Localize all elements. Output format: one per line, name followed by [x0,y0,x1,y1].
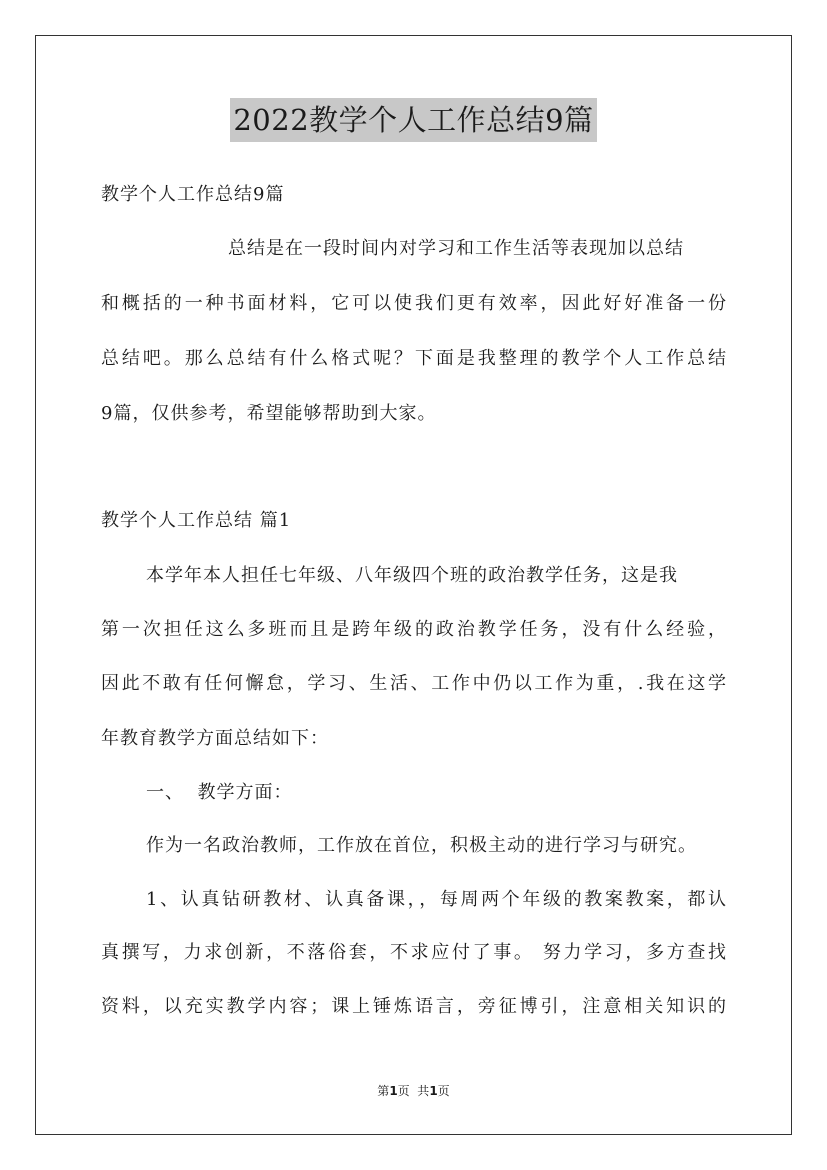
intro-line-4: 9篇，仅供参考，希望能够帮助到大家。 [101,403,437,424]
document-title: 2022教学个人工作总结9篇 [230,98,596,142]
footer-total-suffix: 页 [437,1084,450,1098]
footer-page-suffix: 页 共 [397,1084,430,1098]
intro-line-1: 总结是在一段时间内对学习和工作生活等表现加以总结 [228,238,684,259]
intro-line-3: 总结吧。那么总结有什么格式呢？下面是我整理的教学个人工作总结 [101,348,727,369]
subtitle: 教学个人工作总结9篇 [101,184,285,205]
title-container [0,98,827,142]
footer-page-prefix: 第 [377,1084,390,1098]
body-line-1: 作为一名政治教师，工作放在首位，积极主动的进行学习与研究。 [146,835,697,856]
page-footer [0,1083,827,1099]
section-line-3: 因此不敢有任何懈怠，学习、生活、工作中仍以工作为重，.我在这学 [101,673,727,694]
section-heading: 教学个人工作总结 篇1 [101,510,292,531]
body-line-2: 1、认真钻研教材、认真备课，，每周两个年级的教案教案，都认 [146,889,727,910]
footer-page-number: 1 [389,1084,398,1098]
footer-total-pages: 1 [429,1084,438,1098]
body-line-3: 真撰写，力求创新，不落俗套，不求应付了事。 努力学习，多方查找 [101,942,727,963]
body-line-4: 资料，以充实教学内容；课上锤炼语言，旁征博引，注意相关知识的 [101,996,727,1017]
intro-line-2: 和概括的一种书面材料，它可以使我们更有效率，因此好好准备一份 [101,293,727,314]
section-line-4: 年教育教学方面总结如下： [101,728,329,749]
subheading: 一、 教学方面： [146,782,293,803]
section-line-2: 第一次担任这么多班而且是跨年级的政治教学任务，没有什么经验， [101,619,727,640]
section-line-1: 本学年本人担任七年级、八年级四个班的政治教学任务，这是我 [146,565,678,586]
